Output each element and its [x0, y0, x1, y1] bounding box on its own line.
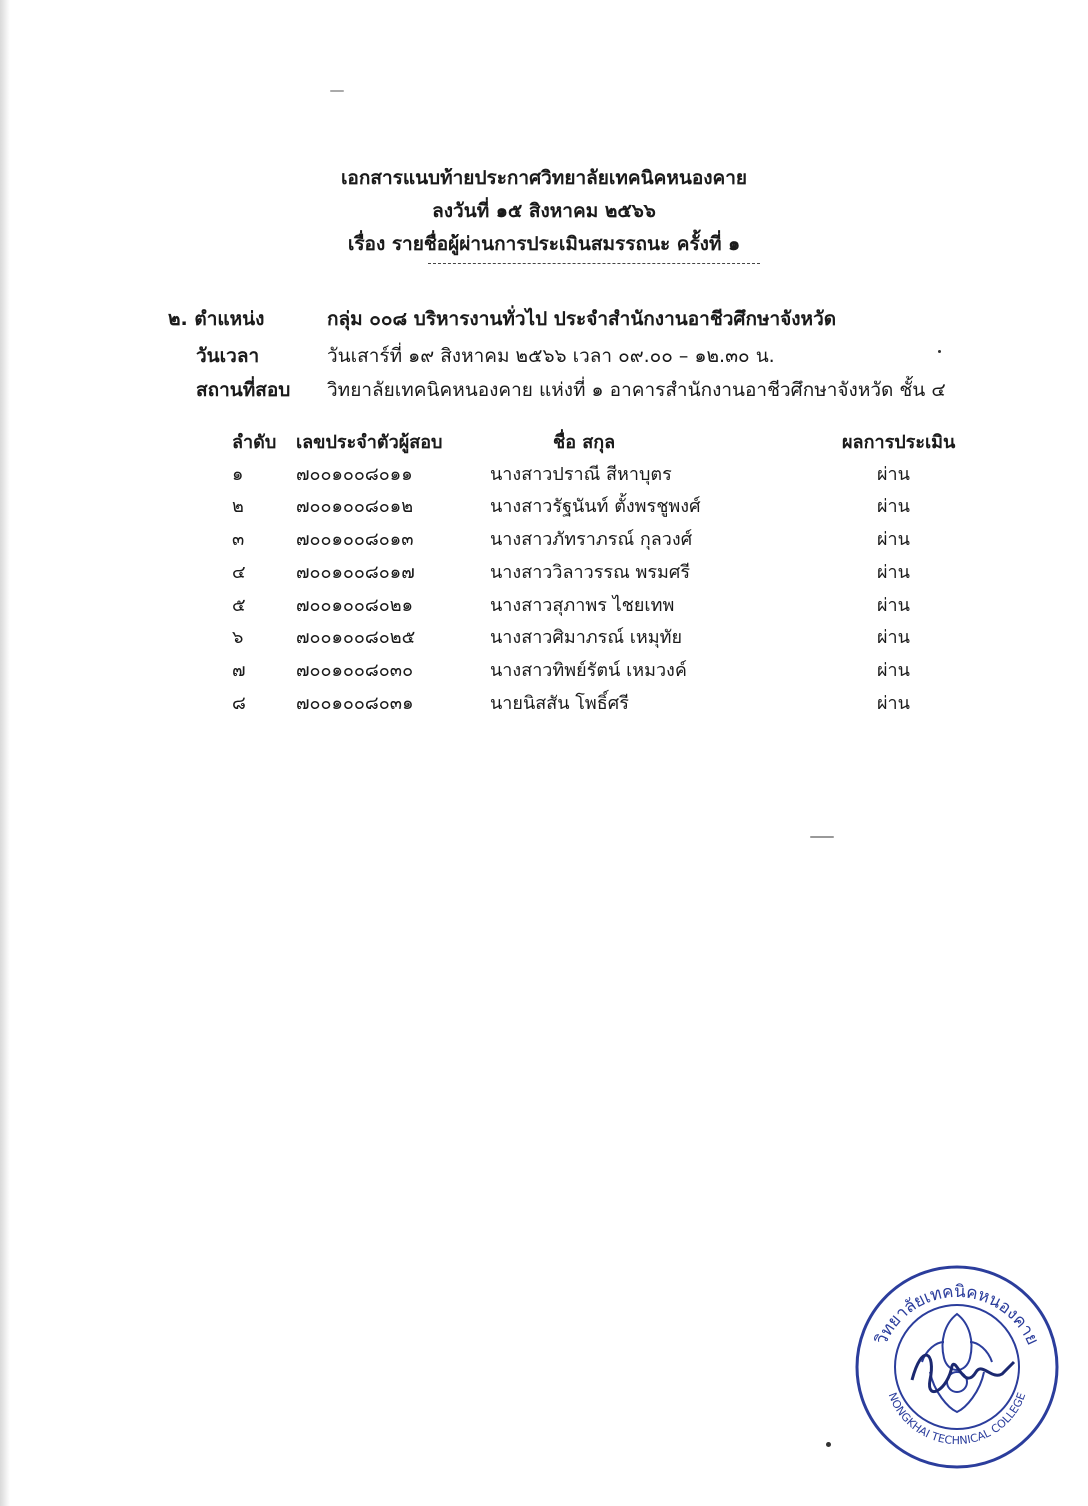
row-number: ๔: [232, 562, 246, 583]
table-row: [0, 491, 1088, 523]
signature-mark: [912, 1355, 1014, 1391]
row-result: ผ่าน: [877, 562, 910, 583]
row-result: ผ่าน: [877, 693, 910, 714]
row-name: นางสาวศิมาภรณ์ เหมุทัย: [490, 627, 683, 648]
row-number: ๘: [232, 693, 246, 714]
row-name: นางสาวสุภาพร ไชยเทพ: [490, 595, 675, 616]
table-row: [0, 557, 1088, 589]
position-label: ๒. ตำแหน่ง: [168, 308, 265, 330]
table-row: [0, 590, 1088, 622]
row-name: นายนิสสัน โพธิ์ศรี: [490, 693, 629, 714]
table-row: [0, 622, 1088, 654]
row-number: ๖: [232, 627, 244, 648]
header-line-3: เรื่อง รายชื่อผู้ผ่านการประเมินสมรรถนะ ครั้งที่ ๑: [347, 233, 741, 255]
datetime-label: วันเวลา: [196, 345, 260, 367]
scan-mark: [810, 836, 834, 838]
position-value: กลุ่ม ๐๐๘ บริหารงานทั่วไป ประจำสำนักงานอาชีวศึกษาจังหวัด: [327, 308, 837, 330]
column-header-number: ลำดับ: [232, 432, 277, 453]
row-exam-id: ๗๐๐๑๐๐๘๐๑๗: [296, 562, 415, 583]
row-result: ผ่าน: [877, 496, 910, 517]
row-number: ๗: [232, 660, 246, 681]
seal-english-text: NONGKHAI TECHNICAL COLLEGE: [885, 1390, 1029, 1448]
table-row: [0, 655, 1088, 687]
row-exam-id: ๗๐๐๑๐๐๘๐๒๕: [296, 627, 416, 648]
row-exam-id: ๗๐๐๑๐๐๘๐๒๑: [296, 595, 414, 616]
row-result: ผ่าน: [877, 464, 910, 485]
seal-thai-text: วิทยาลัยเทคนิคหนองคาย: [871, 1281, 1043, 1349]
row-exam-id: ๗๐๐๑๐๐๘๐๑๓: [296, 529, 414, 550]
scan-mark: [826, 1442, 831, 1447]
row-exam-id: ๗๐๐๑๐๐๘๐๑๑: [296, 464, 413, 485]
row-number: ๑: [232, 464, 244, 485]
table-row: [0, 688, 1088, 720]
row-exam-id: ๗๐๐๑๐๐๘๐๑๒: [296, 496, 414, 517]
scan-mark: [330, 90, 344, 92]
table-row: [0, 459, 1088, 491]
row-result: ผ่าน: [877, 660, 910, 681]
venue-value: วิทยาลัยเทคนิคหนองคาย แห่งที่ ๑ อาคารสำนักงานอาชีวศึกษาจังหวัด ชั้น ๔: [327, 379, 946, 401]
row-result: ผ่าน: [877, 529, 910, 550]
column-header-result: ผลการประเมิน: [842, 432, 956, 453]
row-name: นางสาวทิพย์รัตน์ เหมวงค์: [490, 660, 687, 681]
row-number: ๒: [232, 496, 244, 517]
scan-mark: [938, 350, 941, 353]
datetime-value: วันเสาร์ที่ ๑๙ สิงหาคม ๒๕๖๖ เวลา ๐๙.๐๐ – ๑๒.๓๐ น.: [327, 345, 775, 367]
row-number: ๓: [232, 529, 245, 550]
row-exam-id: ๗๐๐๑๐๐๘๐๓๐: [296, 660, 414, 681]
table-row: [0, 524, 1088, 556]
column-header-exam-id: เลขประจำตัวผู้สอบ: [296, 432, 443, 453]
row-name: นางสาวภัทราภรณ์ กุลวงศ์: [490, 529, 693, 550]
column-header-name: ชื่อ สกุล: [553, 432, 616, 453]
row-exam-id: ๗๐๐๑๐๐๘๐๓๑: [296, 693, 414, 714]
row-name: นางสาวรัฐนันท์ ตั้งพรชูพงศ์: [490, 496, 701, 517]
row-number: ๕: [232, 595, 246, 616]
row-name: นางสาววิลาวรรณ พรมศรี: [490, 562, 691, 583]
row-name: นางสาวปราณี สีหาบุตร: [490, 464, 672, 485]
header-line-2: ลงวันที่ ๑๕ สิงหาคม ๒๕๖๖: [432, 200, 656, 222]
header-divider: [428, 263, 760, 264]
venue-label: สถานที่สอบ: [196, 379, 291, 401]
row-result: ผ่าน: [877, 627, 910, 648]
college-seal-stamp: [852, 1262, 1062, 1472]
header-line-1: เอกสารแนบท้ายประกาศวิทยาลัยเทคนิคหนองคาย: [340, 167, 748, 189]
row-result: ผ่าน: [877, 595, 910, 616]
